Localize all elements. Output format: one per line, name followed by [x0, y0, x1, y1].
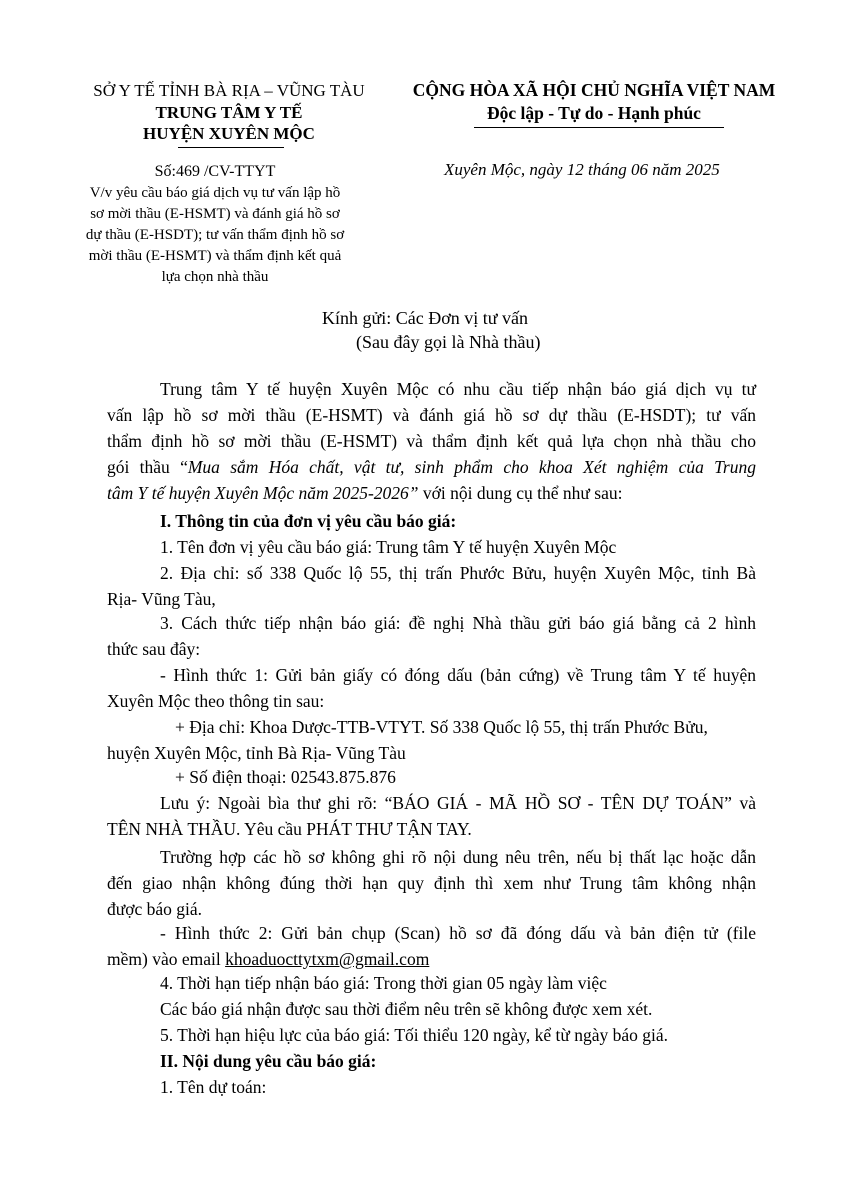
subject-line-4: mời thầu (E-HSMT) và thẩm định kết quả: [88, 248, 342, 264]
intro-line-1: Trung tâm Y tế huyện Xuyên Mộc có nhu cầu tiếp nhận báo giá dịch vụ tư: [160, 379, 756, 399]
intro-line-5: [107, 480, 622, 506]
section-2-title: II. Nội dung yêu cầu báo giá:: [160, 1051, 377, 1071]
case-line-1: Trường hợp các hồ sơ không ghi rõ nội dung nêu trên, nếu bị thất lạc hoặc dẫn: [160, 847, 756, 867]
email-link[interactable]: khoaduocttytxm@gmail.com: [225, 949, 430, 969]
case-line-3: được báo giá.: [107, 899, 203, 919]
agency-district: HUYỆN XUYÊN MỘC: [143, 124, 315, 143]
national-title: CỘNG HÒA XÃ HỘI CHỦ NGHĨA VIỆT NAM: [412, 80, 776, 100]
recipient-line: Kính gửi: Các Đơn vị tư vấn: [322, 308, 529, 328]
phone-line: + Số điện thoại: 02543.875.876: [175, 767, 396, 787]
package-name-part-2: tâm Y tế huyện Xuyên Mộc năm 2025-2026”: [107, 483, 419, 503]
intro-line-4: [107, 454, 756, 480]
address-line-1: + Địa chỉ: Khoa Dược-TTB-VTYT. Số 338 Quốc lộ 55, thị trấn Phước Bửu,: [175, 717, 708, 737]
agency-parent: SỞ Y TẾ TỈNH BÀ RỊA – VŨNG TÀU: [93, 81, 365, 100]
agency-name: TRUNG TÂM Y TẾ: [155, 103, 303, 122]
section-1-item-1: 1. Tên đơn vị yêu cầu báo giá: Trung tâm Y tế huyện Xuyên Mộc: [160, 537, 617, 557]
intro-line-2: vấn lập hồ sơ mời thầu (E-HSMT) và đánh giá hồ sơ dự thầu (E-HSDT); tư vấn: [107, 405, 756, 425]
section-1-item-3-line-2: thức sau đây:: [107, 639, 201, 659]
section-1-title: I. Thông tin của đơn vị yêu cầu báo giá:: [160, 511, 457, 531]
section-1-item-5: 5. Thời hạn hiệu lực của báo giá: Tối thiểu 120 ngày, kể từ ngày báo giá.: [160, 1025, 669, 1045]
address-line-2: huyện Xuyên Mộc, tỉnh Bà Rịa- Vũng Tàu: [107, 743, 406, 763]
section-1-item-2-line-2: Rịa- Vũng Tàu,: [107, 589, 216, 609]
document-number: Số:469 /CV-TTYT: [154, 163, 276, 180]
form-2-line-2-lead: mềm) vào email: [107, 949, 226, 969]
note-line-2: TÊN NHÀ THẦU. Yêu cầu PHÁT THƯ TẬN TAY.: [107, 819, 472, 839]
form-1-line-1: - Hình thức 1: Gửi bản giấy có đóng dấu (bản cứng) về Trung tâm Y tế huyện: [160, 665, 756, 685]
section-1-item-4: 4. Thời hạn tiếp nhận báo giá: Trong thời gian 05 ngày làm việc: [160, 973, 607, 993]
form-2-line-1: - Hình thức 2: Gửi bản chụp (Scan) hồ sơ đã đóng dấu và bản điện tử (file: [160, 923, 756, 943]
package-name-part-1: Mua sắm Hóa chất, vật tư, sinh phẩm cho khoa Xét nghiệm của Trung: [187, 457, 756, 477]
subject-line-3: dự thầu (E-HSDT); tư vấn thẩm định hồ sơ: [85, 227, 345, 243]
subject-line-2: sơ mời thầu (E-HSMT) và đánh giá hồ sơ: [90, 206, 340, 222]
intro-line-4-lead: gói thầu “: [107, 457, 188, 477]
form-1-line-2: Xuyên Mộc theo thông tin sau:: [107, 691, 325, 711]
note-line-1: Lưu ý: Ngoài bìa thư ghi rõ: “BÁO GIÁ - MÃ HỒ SƠ - TÊN DỰ TOÁN” và: [160, 793, 756, 813]
subject-line-1: V/v yêu cầu báo giá dịch vụ tư vấn lập hồ: [89, 185, 341, 201]
intro-line-3: thẩm định hồ sơ mời thầu (E-HSMT) và thẩm định kết quả lựa chọn nhà thầu cho: [107, 431, 756, 451]
case-line-2: đến giao nhận không đúng thời hạn quy định thì xem như Trung tâm không nhận: [107, 873, 756, 893]
subject-line-5: lựa chọn nhà thầu: [161, 269, 269, 285]
intro-line-5-tail: với nội dung cụ thể như sau:: [418, 483, 623, 503]
place-date: Xuyên Mộc, ngày 12 tháng 06 năm 2025: [444, 160, 720, 179]
motto-underline: [474, 127, 724, 128]
section-1-item-4-note: Các báo giá nhận được sau thời điểm nêu trên sẽ không được xem xét.: [160, 999, 653, 1019]
form-2-line-2: [107, 946, 429, 972]
section-2-item-1: 1. Tên dự toán:: [160, 1077, 267, 1097]
section-1-item-2-line-1: 2. Địa chỉ: số 338 Quốc lộ 55, thị trấn Phước Bửu, huyện Xuyên Mộc, tỉnh Bà: [160, 563, 756, 583]
agency-underline: [178, 147, 284, 148]
national-motto: Độc lập - Tự do - Hạnh phúc: [487, 103, 701, 123]
recipient-note: (Sau đây gọi là Nhà thầu): [356, 332, 541, 352]
section-1-item-3-line-1: 3. Cách thức tiếp nhận báo giá: đề nghị Nhà thầu gửi báo giá bằng cả 2 hình: [160, 613, 756, 633]
